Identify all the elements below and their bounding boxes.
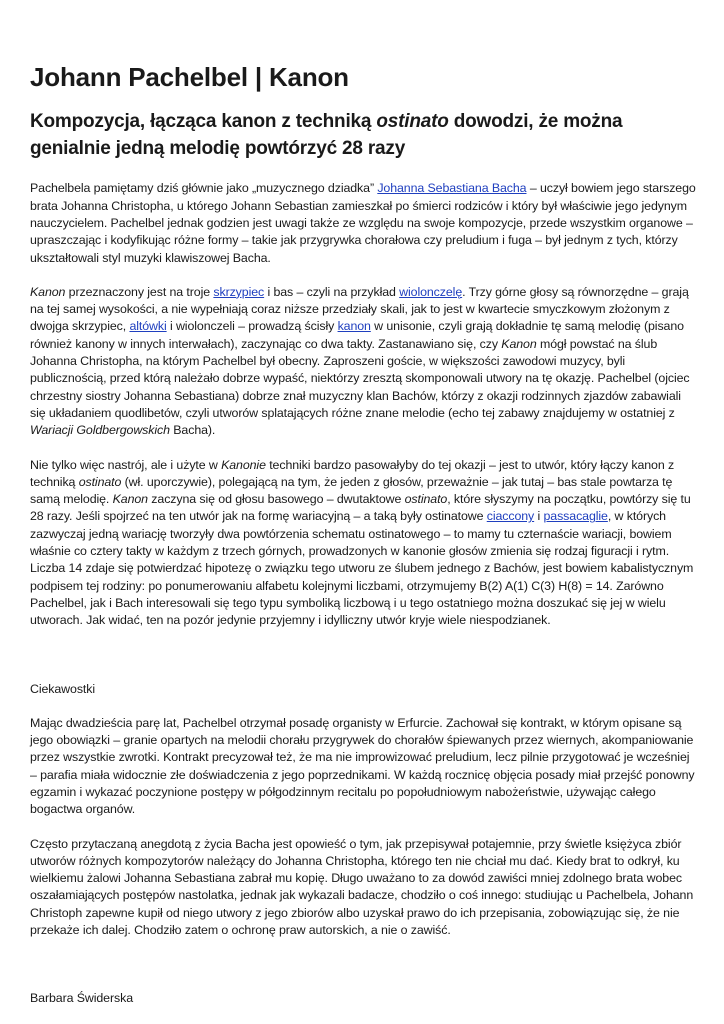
emphasis: Kanon <box>112 492 148 507</box>
text-run: zaczyna się od głosu basowego – dwutaktowe <box>147 492 405 507</box>
paragraph-kanon <box>30 284 698 440</box>
link-skrzypiec[interactable]: skrzypiec <box>213 284 265 299</box>
paragraph-anegdota: Często przytaczaną anegdotą z życia Bacha jest opowieść o tym, jak przepisywał potajemnie, przy świetle księżyca zbiór utworów różnych kompozytorów należący do Johanna Christopha, którego ten nie chciał mu dać. Kiedy brat to odkrył, ku wielkiemu żalowi Johanna Sebastiana zabrał mu kopię. Długo uważano to za dowód zawiści mniej zdolnego brata wobec oszałamiających postępów nastolatka, jednak jak wykazali badacze, chodziło o coś innego: studiując u Pachelbela, Johann Christoph zapewne kupił od niego utwory z jego zbiorów albo uzyskał prawo do ich przepisania, zobowiązując się, że nie przekaże ich dalej. Chodziło zatem o ochronę praw autorskich, a nie o zawiść. <box>30 836 694 938</box>
text-run: mógł powstać na ślub Johanna Christopha, na którym Pachelbel był obecny. Zaproszeni goście, w większości zawodowi muzycy, byli publicznością, przed którą należało dobrze wypaść, niektórzy zresztą skomponowali utwory na tę okazję. Pachelbel (ojciec chrzestny siostry Johanna Sebastiana) dobrze znał muzyczny klan Bachów, którzy z okazji rodzinnych zjazdów zabawiali się układaniem quodlibetów, czyli utworów splatających różne znane melodie (echo tej zabawy znajdujemy w ostatniej z <box>30 336 690 420</box>
page-title: Johann Pachelbel | Kanon <box>30 62 349 92</box>
text-run: Nie tylko więc nastrój, ale i użyte w <box>30 457 222 472</box>
text-run: – uczył bowiem jego starszego brata Johanna Christopha, u którego Johann Sebastian zamieszkał po śmierci rodziców i który był właściwie jego jedynym nauczycielem. Pachelbel jednak godzien jest uwagi także ze względu na swoje kompozycje, przede wszystkim organowe – upraszczając i kodyfikując różne formy – takie jak przygrywka chorałowa czy preludium i fuga – był jednym z tych, którzy ukształtowali styl muzyki klawiszowej Bacha. <box>30 181 696 265</box>
subtitle-text-end: dowodzi, że można genialnie jedną melodię powtórzyć 28 razy <box>30 111 623 159</box>
text-run: , w których zazwyczaj jedną wariację tworzyły dwa powtórzenia schematu ostinatowego – to mamy tu czternaście wariacji, bowiem właśnie co cztery takty w każdym z trzech górnych, prowadzonych w kanonie głosów zmienia się rodzaj figuracji i rytm. Liczba 14 zdaje się potwierdzać hipotezę o związku tego utworu ze ślubem jednego z Bachów, jest bowiem kabalistycznym podpisem tej rodziny: po ponumerowaniu alfabetu kolejnymi liczbami, otrzymujemy B(2) A(1) C(3) H(8) = 14. Zarówno Pachelbel, jak i Bach interesowali się tego typu symboliką liczbową i u tego ostatniego można doszukać się jej w wielu utworach. Jak widać, ten na pozór jedynie przyjemny i idylliczny utwór kryje wiele niespodzianek. <box>30 509 694 628</box>
text-run: (wł. uporczywie), polegającą na tym, że jeden z głosów, przeważnie – jak tutaj – bas stale powtarza tę samą melodię. <box>30 474 673 507</box>
emphasis: Kanon <box>30 284 66 299</box>
author-signature: Barbara Świderska <box>30 991 133 1006</box>
emphasis: Wariacji Goldbergowskich <box>30 423 170 438</box>
link-kanon[interactable]: kanon <box>337 319 371 334</box>
emphasis: Kanonie <box>221 457 266 472</box>
emphasis: ostinato <box>404 492 448 507</box>
text-run: , które słyszymy na początku, powtórzy się tu 28 razy. Jeśli spojrzeć na ten utwór jak na formę wariacyjną – a taką były ostinatowe <box>30 492 691 524</box>
text-run: i wiolonczeli – prowadzą ścisły <box>166 319 338 334</box>
link-wiolonczele[interactable]: wiolonczelę <box>399 284 463 299</box>
text-run: w unisonie, czyli grają dokładnie tę samą melodię (pisano również kanony w innych interwałach), zaczynając co dwa takty. Zastanawiano się, czy <box>30 319 684 351</box>
emphasis: Kanon <box>501 336 537 351</box>
emphasis: ostinato <box>78 474 122 489</box>
paragraph-erfurt: Mając dwadzieścia parę lat, Pachelbel otrzymał posadę organisty w Erfurcie. Zachował się kontrakt, w którym opisane są jego obowiązki – granie opartych na melodii chorału przygrywek do chorałów śpiewanych przez wiernych, akompaniowanie przez wszystkie zwrotki. Kontrakt precyzował też, że ma nie improwizować preludium, lecz pilnie przygotować je wcześniej – parafia miała widocznie złe doświadczenia z jego poprzednikami. W każdą rocznicę objęcia posady miał przejść ponowny egzamin i wykazać poczynione postępy w półgodzinnym recitalu po popołudniowym nabożeństwie, używając całego bogactwa organów. <box>30 715 695 817</box>
text-run: Pachelbela pamiętamy dziś głównie jako „muzycznego dziadka” <box>30 181 378 196</box>
section-heading-ciekawostki: Ciekawostki <box>30 681 96 696</box>
paragraph-technika <box>30 457 698 630</box>
text-run: przeznaczony jest na troje <box>65 284 214 299</box>
subtitle-emphasis: ostinato <box>376 111 449 133</box>
text-run: i bas – czyli na przykład <box>264 284 400 299</box>
text-run: i <box>534 509 544 524</box>
text-run: . Trzy górne głosy są równorzędne – grają na tej samej wysokości, a nie wypełniają coraz niższe przedziały skali, jak to jest w kwartecie smyczkowym złożonym z dwojga skrzypiec, <box>30 284 689 334</box>
paragraph-intro <box>30 180 698 266</box>
text-run: techniki bardzo pasowałyby do tej okazji – jest to utwór, który łączy kanon z techniką <box>30 457 675 489</box>
page-subtitle <box>30 109 698 162</box>
link-passacaglie[interactable]: passacaglie <box>543 509 608 524</box>
link-ciaccony[interactable]: ciaccony <box>486 509 535 524</box>
text-run: Bacha). <box>169 423 216 438</box>
link-altowki[interactable]: altówki <box>129 319 167 334</box>
subtitle-text: Kompozycja, łącząca kanon z techniką <box>30 111 377 133</box>
link-bach[interactable]: Johanna Sebastiana Bacha <box>377 181 527 196</box>
